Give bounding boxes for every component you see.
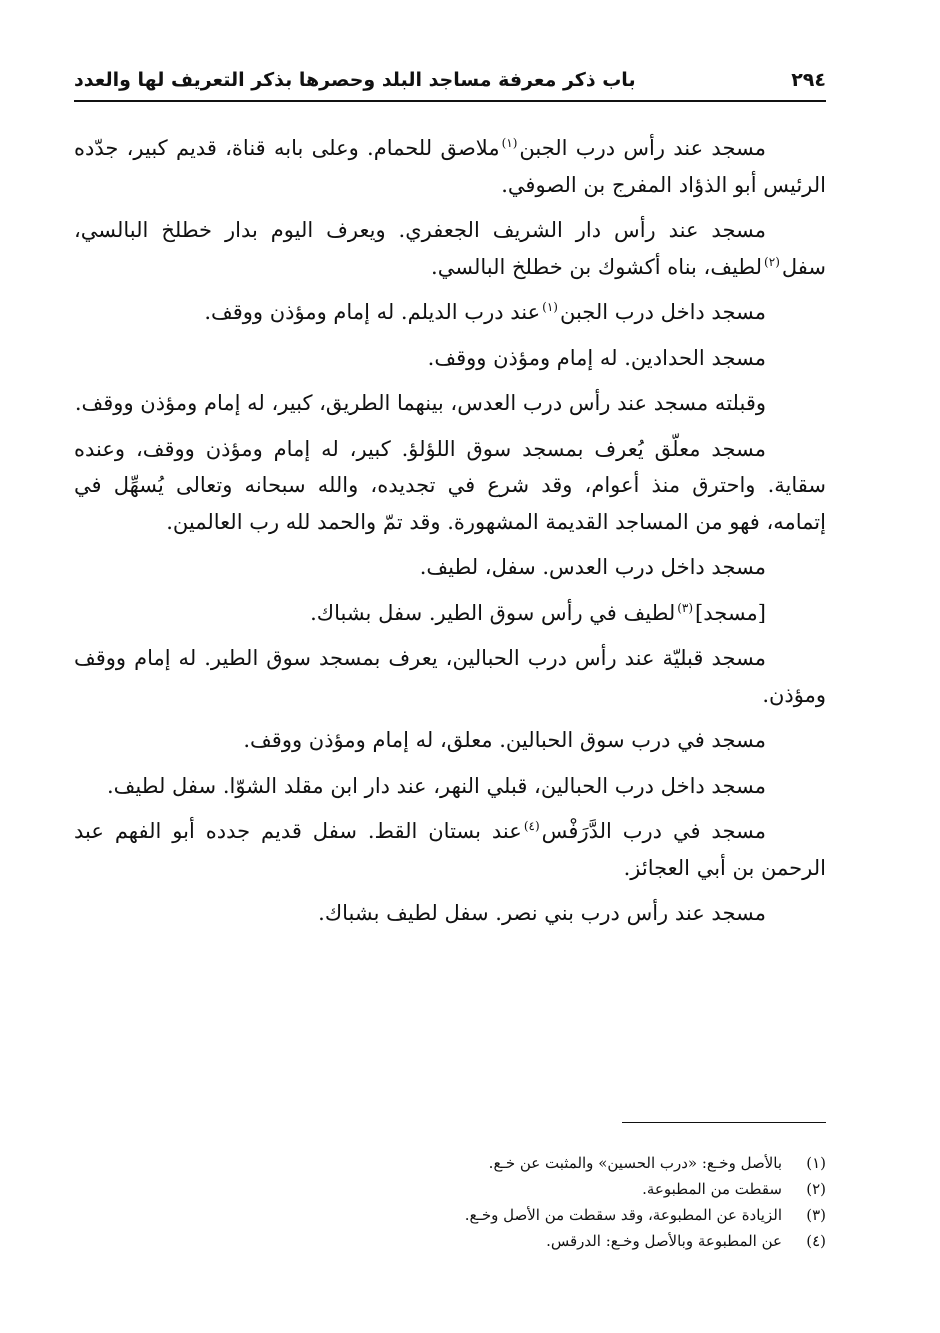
footnote-text: الزيادة عن المطبوعة، وقد سقطت من الأصل وخـع. (464, 1206, 782, 1224)
footnote-marker: (١) (542, 300, 558, 314)
page-header (74, 62, 826, 98)
footnote-text: بالأصل وخـع: «درب الحسين» والمثبت عن خـع. (488, 1154, 782, 1172)
footnote-number: (٢) (806, 1180, 826, 1198)
paragraph: مسجد داخل درب الحبالين، قبلي النهر، عند دار ابن مقلد الشوّا. سفل لطيف. (106, 773, 766, 798)
footnotes (300, 1150, 826, 1254)
paragraph: مسجد قبليّة عند رأس درب الحبالين، يعرف بمسجد سوق الطير. له إمام ووقف ومؤذن. (74, 646, 826, 707)
footnote-marker: (٣) (677, 600, 694, 615)
footnote-divider (622, 1122, 826, 1123)
paragraph: مسجد عند رأس درب بني نصر. سفل لطيف بشباك. (318, 901, 766, 925)
paragraph: [مسجد]$^{(٣)}$لطيف في رأس سوق الطير. سفل بشباك. (310, 600, 766, 625)
paragraph: مسجد الحدادين. له إمام ومؤذن ووقف. (427, 345, 766, 370)
paragraph: مسجد عند رأس درب الجبن$^{(١)}$ملاصق للحمام. وعلى بابه قناة، قديم كبير، جدّده الرئيس أبو الذؤاد المفرج بن الصوفي. (74, 136, 826, 197)
footnote-number: (١) (806, 1154, 826, 1172)
footnote (300, 1228, 826, 1254)
footnote-marker: (٤) (523, 819, 540, 833)
paragraph: مسجد داخل درب الجبن$^{(١)}$عند درب الديلم. له إمام ومؤذن ووقف. (204, 300, 766, 324)
footnote-number: (٣) (806, 1206, 826, 1224)
footnote-text: سقطت من المطبوعة. (642, 1180, 782, 1198)
footnote-text: عن المطبوعة وبالأصل وخـع: الدرقس. (546, 1232, 782, 1250)
footnote-number: (٤) (806, 1232, 826, 1250)
paragraph: مسجد معلّق يُعرف بمسجد سوق اللؤلؤ. كبير، له إمام ومؤذن ووقف، وعنده سقاية. واحترق منذ أعوام، وقد شرع في تجديده، والله سبحانه وتعالى يُسهِّل في إتمامه، فهو من المساجد القديمة المشهورة. وقد تمّ والحمد لله رب العالمين. (74, 436, 826, 534)
running-title: باب ذكر معرفة مساجد البلد وحصرها بذكر التعريف لها والعدد (74, 69, 636, 91)
footnote-marker: (١) (501, 136, 518, 150)
header-divider (74, 100, 826, 102)
footnote (300, 1176, 826, 1202)
page-number: ٢٩٤ (791, 69, 826, 91)
paragraph: مسجد في درب سوق الحبالين. معلق، له إمام ومؤذن ووقف. (243, 728, 766, 752)
paragraph: وقبلته مسجد عند رأس درب العدس، بينهما الطريق، كبير، له إمام ومؤذن ووقف. (74, 391, 766, 415)
paragraph: مسجد عند رأس دار الشريف الجعفري. ويعرف اليوم بدار خطلخ البالسي، سفل$^{(٢)}$لطيف، بناه أكشوك بن خطلخ البالسي. (74, 218, 826, 279)
footnote (300, 1202, 826, 1228)
paragraph: مسجد داخل درب العدس. سفل، لطيف. (419, 555, 766, 579)
footnote-marker: (٢) (764, 254, 780, 269)
footnote (300, 1150, 826, 1176)
main-text (74, 130, 826, 941)
paragraph: مسجد في درب الدَّرَفْس$^{(٤)}$عند بستان القط. سفل قديم جدده أبو الفهم عبد الرحمن بن أبي العجائز. (74, 819, 826, 880)
